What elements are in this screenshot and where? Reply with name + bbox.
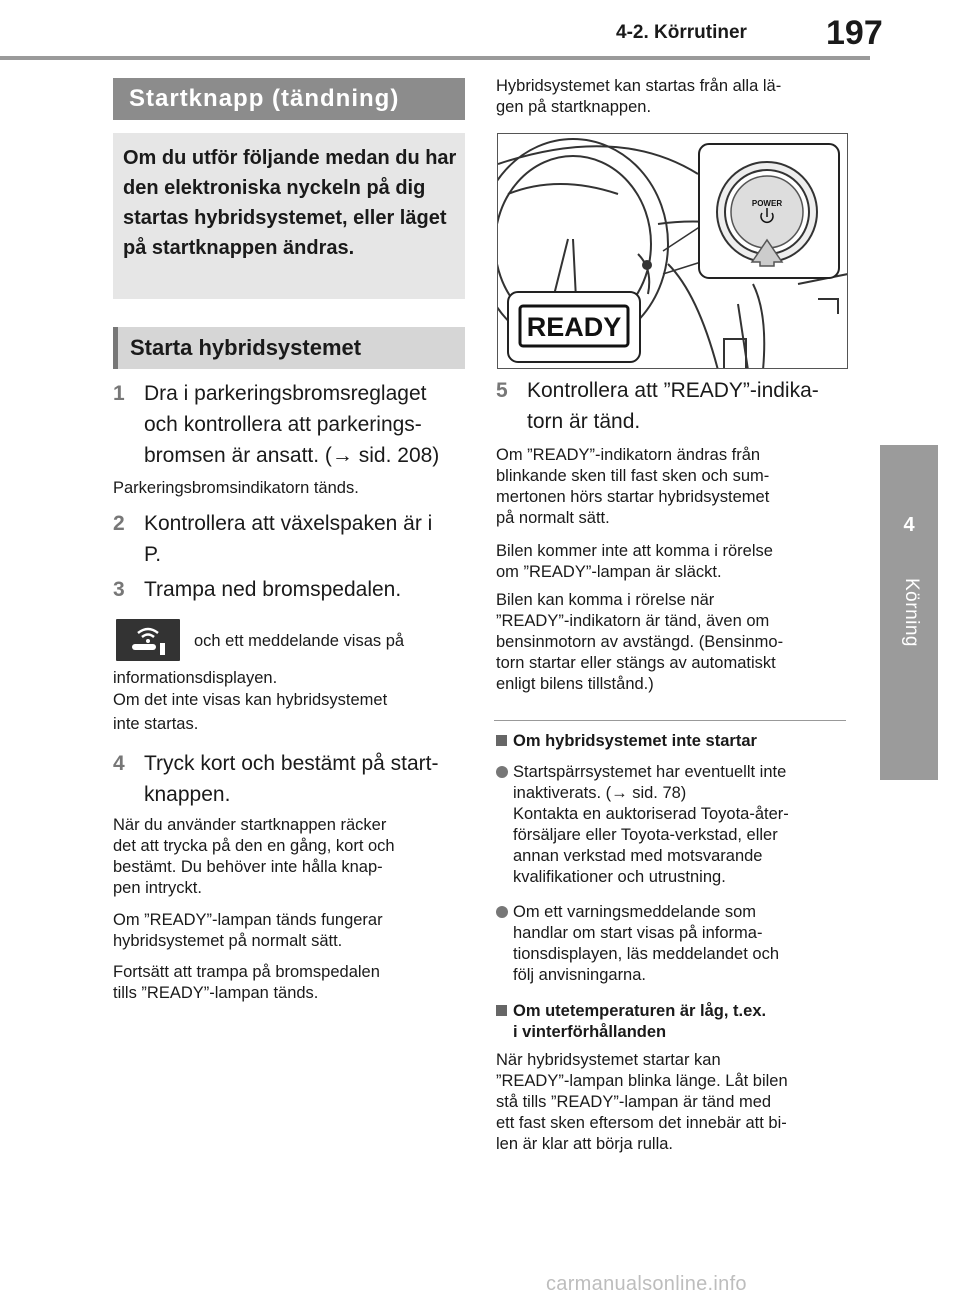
section-heading [113, 78, 465, 120]
text-line: Om ”READY”-indikatorn ändras från [496, 446, 761, 464]
bullet-item [496, 902, 856, 992]
intro-text: Om du utför följande medan du har den elektroniska nyckeln på dig startas hybridsystemet, eller läget på startknappen ändras. [123, 147, 457, 259]
header-rule [0, 56, 870, 60]
bullet-text [513, 902, 779, 986]
round-bullet-icon [496, 766, 508, 778]
step-number: 5 [496, 379, 508, 402]
paragraph [496, 445, 769, 529]
text-line: om ”READY”-lampan är släckt. [496, 563, 722, 581]
text-line: bestämt. Du behöver inte hålla knap- [113, 858, 383, 876]
paragraph [496, 76, 781, 118]
icon-cont-1: informationsdisplayen. [113, 669, 278, 687]
text-line: annan verkstad med motsvarande [513, 847, 763, 865]
text-line: ”READY”-indikatorn är tänd, även om [496, 612, 770, 630]
icon-caption: och ett meddelande visas på [194, 632, 405, 650]
step-line: torn är tänd. [527, 410, 641, 433]
paragraph [113, 815, 395, 899]
text-line: pen intryckt. [113, 879, 202, 897]
text-line: hybridsystemet på normalt sätt. [113, 932, 343, 950]
text-line: handlar om start visas på informa- [513, 924, 763, 942]
step-1 [113, 378, 473, 473]
watermark: carmanualsonline.info [546, 1273, 747, 1295]
subheading [496, 1001, 856, 1043]
subsection-title: Starta hybridsystemet [130, 335, 362, 360]
text-line: blinkande sken till fast sken och sum- [496, 467, 770, 485]
running-header: 4-2. Körrutiner [616, 22, 747, 43]
paragraph [496, 590, 783, 695]
step-line: P. [144, 543, 162, 566]
text-line: tionsdisplayen, läs meddelandet och [513, 945, 780, 963]
step-number: 4 [113, 752, 125, 775]
text-line: kvalifikationer och utrustning. [513, 868, 726, 886]
bullet-text [513, 762, 789, 888]
step-line: och kontrollera att parkerings- [144, 413, 422, 436]
square-bullet-icon [496, 735, 507, 746]
paragraph [496, 1050, 788, 1155]
text-line: Fortsätt att trampa på bromspedalen [113, 963, 380, 981]
bullet-item [496, 762, 856, 892]
text-line: ett fast sken eftersom det innebär att bi- [496, 1114, 787, 1132]
dashboard-drawing [498, 134, 848, 369]
text-line: len är klar att börja rulla. [496, 1135, 673, 1153]
text-line: försäljare eller Toyota-verkstad, eller [513, 826, 778, 844]
round-bullet-icon [496, 906, 508, 918]
divider [494, 720, 846, 721]
step-2 [113, 508, 473, 572]
paragraph [496, 541, 773, 583]
text-line: Kontakta en auktoriserad Toyota-åter- [513, 805, 789, 823]
key-indicator-icon [116, 619, 180, 661]
dashboard-illustration [497, 133, 848, 369]
step-line: Dra i parkeringsbromsreglaget [144, 382, 427, 405]
text-line: Om ”READY”-lampan tänds fungerar [113, 911, 383, 929]
step-line: Trampa ned bromspedalen. [144, 578, 402, 601]
power-label: POWER [751, 199, 783, 208]
paragraph [113, 962, 380, 1004]
icon-cont-2: Om det inte visas kan hybridsystemet [113, 691, 388, 709]
step-line: knappen. [144, 783, 231, 806]
text-line: Om ett varningsmeddelande som [513, 903, 757, 921]
text-line: enligt bilens tillstånd.) [496, 675, 654, 693]
step-1-note: Parkeringsbromsindikatorn tänds. [113, 479, 359, 497]
subheading-text: Om utetemperaturen är låg, t.ex. [513, 1002, 767, 1020]
text-line: följ anvisningarna. [513, 966, 646, 984]
chapter-label: Körning [901, 578, 922, 647]
text-line: tills ”READY”-lampan tänds. [113, 984, 319, 1002]
ready-label: READY [526, 312, 622, 342]
text-line: det att trycka på den en gång, kort och [113, 837, 395, 855]
step-line: bromsen är ansatt. (→ sid. 208) [144, 444, 440, 467]
subheading-text: Om hybridsystemet inte startar [513, 732, 757, 750]
intro-box [113, 133, 465, 299]
step-5 [496, 375, 856, 439]
section-title: Startknapp (tändning) [129, 85, 400, 112]
subheading-text: i vinterförhållanden [513, 1023, 667, 1041]
text-line: När du använder startknappen räcker [113, 816, 387, 834]
subheading [496, 731, 757, 752]
step-3 [113, 574, 473, 606]
paragraph [113, 910, 383, 952]
icon-cont-3: inte startas. [113, 715, 199, 733]
step-number: 3 [113, 578, 125, 601]
step-line: Kontrollera att växelspaken är i [144, 512, 433, 535]
text-line: stå tills ”READY”-lampan är tänd med [496, 1093, 772, 1111]
text-line: Startspärrsystemet har eventuellt inte [513, 763, 787, 781]
text-line: gen på startknappen. [496, 98, 652, 116]
text-line: Bilen kan komma i rörelse när [496, 591, 715, 609]
text-line: på normalt sätt. [496, 509, 610, 527]
step-4 [113, 748, 473, 812]
text-line: mertonen hörs startar hybridsystemet [496, 488, 770, 506]
brake-warning-icon [116, 619, 180, 661]
page-number: 197 [826, 14, 883, 52]
chapter-label-wrap [878, 560, 938, 680]
text-line: torn startar eller stängs av automatiskt [496, 654, 776, 672]
chapter-number: 4 [903, 514, 915, 536]
step-line: Kontrollera att ”READY”-indika- [527, 379, 819, 402]
step-number: 1 [113, 382, 125, 405]
step-line: Tryck kort och bestämt på start- [144, 752, 439, 775]
text-line: När hybridsystemet startar kan [496, 1051, 721, 1069]
text-line: ”READY”-lampan blinka länge. Låt bilen [496, 1072, 788, 1090]
text-line: Hybridsystemet kan startas från alla lä- [496, 77, 782, 95]
step-number: 2 [113, 512, 125, 535]
subsection-heading [113, 327, 465, 369]
square-bullet-icon [496, 1005, 507, 1016]
text-line: bensinmotorn av avstängd. (Bensinmo- [496, 633, 784, 651]
text-line: Bilen kommer inte att komma i rörelse [496, 542, 773, 560]
text-line: inaktiverats. (→ sid. 78) [513, 784, 687, 802]
